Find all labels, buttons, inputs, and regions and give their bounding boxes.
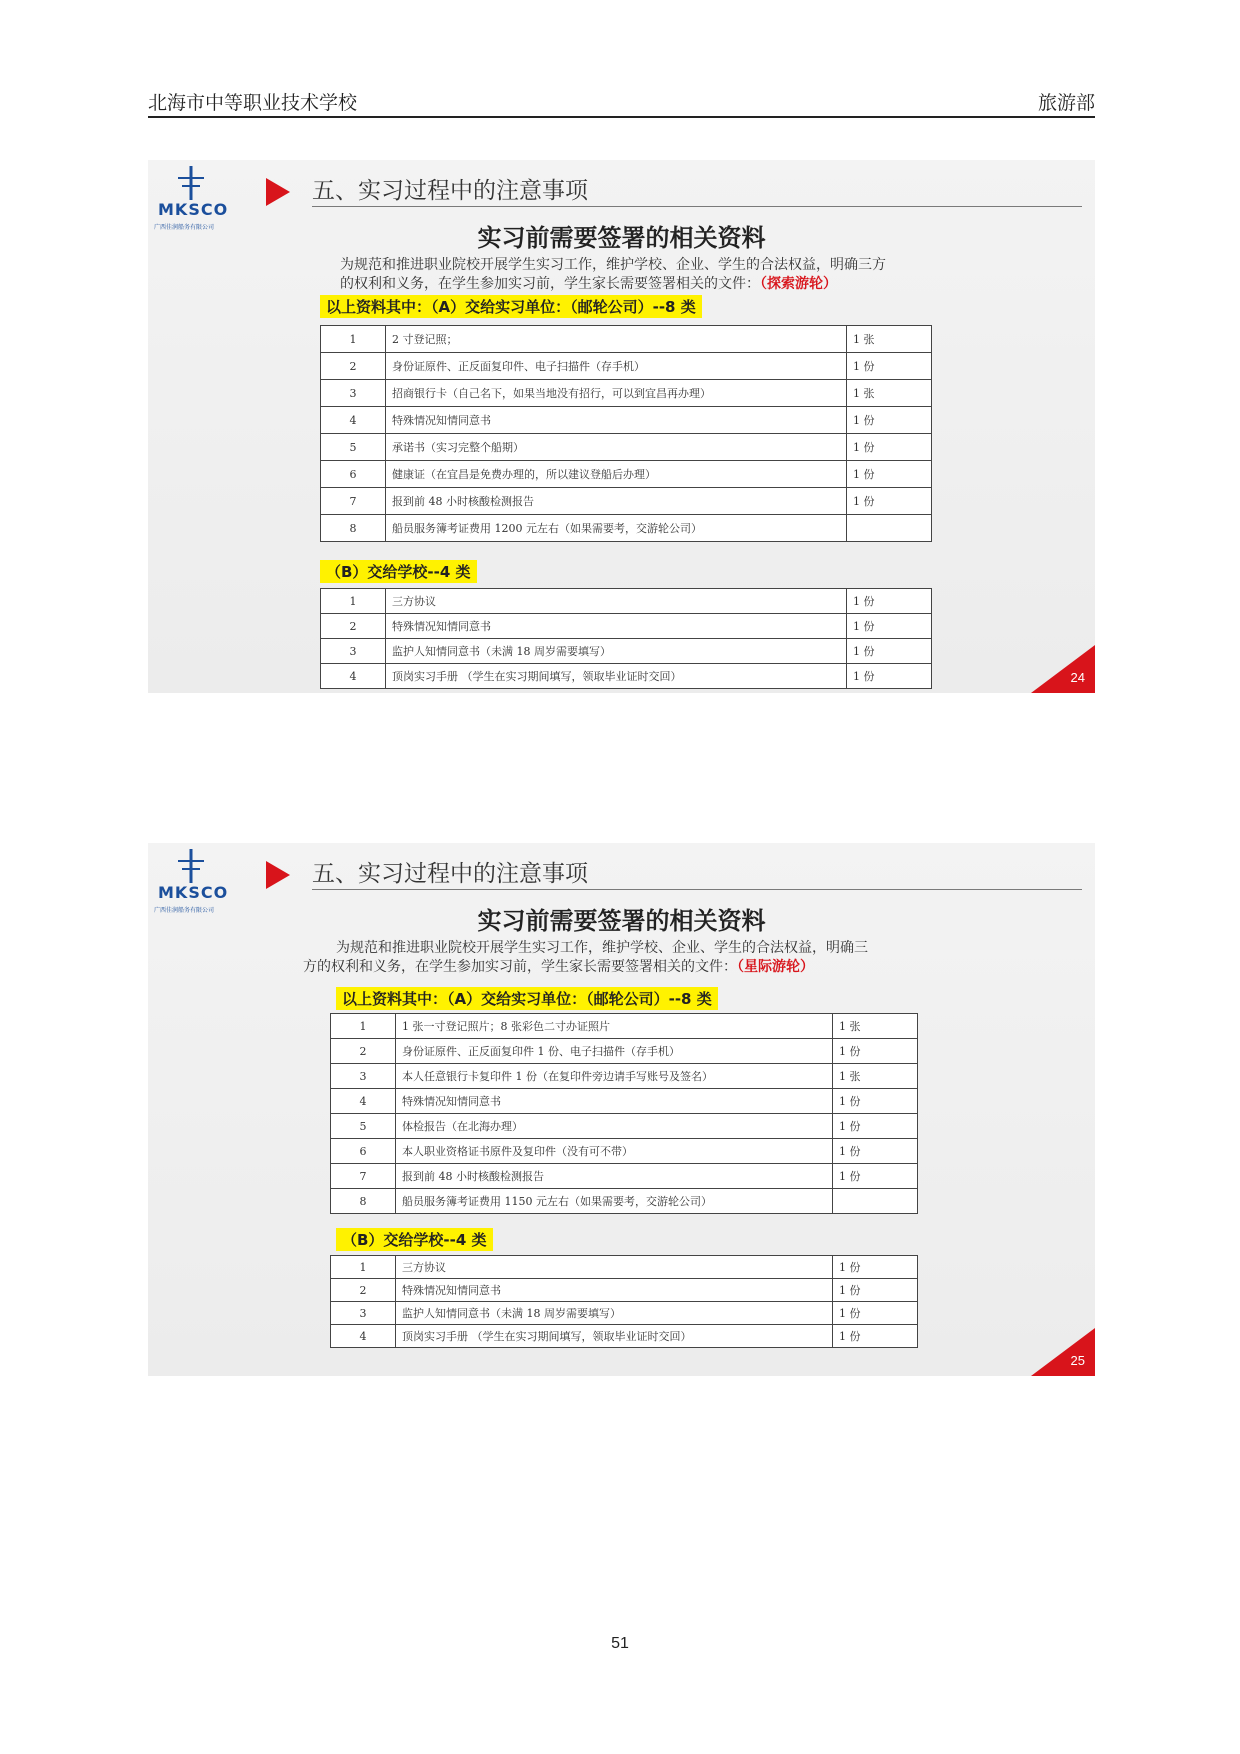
cell-qty: 1 份 xyxy=(847,488,932,515)
cell-qty: 1 份 xyxy=(847,353,932,380)
department-name: 旅游部 xyxy=(1037,92,1095,114)
table-b xyxy=(330,1255,918,1348)
table-row xyxy=(331,1279,918,1302)
cell-qty: 1 张 xyxy=(833,1064,918,1089)
company-logo xyxy=(152,164,230,231)
table-row xyxy=(331,1064,918,1089)
section-title: 五、实习过程中的注意事项 xyxy=(312,861,588,887)
cell-qty: 1 份 xyxy=(847,589,932,614)
slide-24 xyxy=(148,160,1095,693)
cell-item: 特殊情况知情同意书 xyxy=(396,1279,833,1302)
cell-qty: 1 份 xyxy=(833,1302,918,1325)
cell-item: 监护人知情同意书（未满 18 周岁需要填写） xyxy=(396,1302,833,1325)
logo-subtitle: 广西佳润船务有限公司 xyxy=(154,224,215,231)
ship-mast-icon xyxy=(152,847,230,887)
cell-num: 5 xyxy=(331,1114,396,1139)
cell-num: 3 xyxy=(331,1302,396,1325)
cell-qty: 1 张 xyxy=(833,1014,918,1039)
cell-item: 身份证原件、正反面复印件、电子扫描件（存手机） xyxy=(386,353,847,380)
logo-text: MKSCO xyxy=(158,200,229,219)
cell-item: 体检报告（在北海办理） xyxy=(396,1114,833,1139)
cell-qty: 1 份 xyxy=(833,1114,918,1139)
cell-num: 7 xyxy=(321,488,386,515)
intro-text: 的权利和义务，在学生参加实习前，学生家长需要签署相关的文件： xyxy=(340,276,760,292)
cell-num: 1 xyxy=(321,589,386,614)
table-a xyxy=(320,325,932,542)
play-arrow-icon xyxy=(266,178,290,206)
cell-qty: 1 份 xyxy=(847,639,932,664)
cell-item: 承诺书（实习完整个船期） xyxy=(386,434,847,461)
cell-qty: 1 份 xyxy=(847,664,932,689)
section-b-heading: （B）交给学校--4 类 xyxy=(336,1228,493,1251)
logo-subtitle: 广西佳润船务有限公司 xyxy=(154,907,215,914)
cell-item: 船员服务簿考证费用 1200 元左右（如果需要考，交游轮公司） xyxy=(386,515,847,542)
cell-item: 本人职业资格证书原件及复印件（没有可不带） xyxy=(396,1139,833,1164)
cell-qty: 1 份 xyxy=(833,1089,918,1114)
cell-item: 报到前 48 小时核酸检测报告 xyxy=(386,488,847,515)
section-title: 五、实习过程中的注意事项 xyxy=(312,178,588,204)
cell-num: 1 xyxy=(331,1014,396,1039)
cell-item: 1 张一寸登记照片；8 张彩色二寸办证照片 xyxy=(396,1014,833,1039)
table-row xyxy=(331,1325,918,1348)
table-row xyxy=(331,1256,918,1279)
cell-item: 健康证（在宜昌是免费办理的，所以建议登船后办理） xyxy=(386,461,847,488)
table-row xyxy=(321,353,932,380)
table-row xyxy=(321,407,932,434)
section-a-heading: 以上资料其中：（A）交给实习单位：（邮轮公司）--8 类 xyxy=(320,295,702,318)
cell-num: 3 xyxy=(321,639,386,664)
table-row xyxy=(321,461,932,488)
table-a-body xyxy=(321,326,932,542)
table-row xyxy=(321,380,932,407)
cell-num: 7 xyxy=(331,1164,396,1189)
cell-item: 三方协议 xyxy=(386,589,847,614)
cell-num: 4 xyxy=(321,407,386,434)
cell-num: 2 xyxy=(321,353,386,380)
table-a xyxy=(330,1013,918,1214)
cell-item: 2 寸登记照； xyxy=(386,326,847,353)
cell-qty: 1 张 xyxy=(847,380,932,407)
table-b xyxy=(320,588,932,689)
cell-item: 特殊情况知情同意书 xyxy=(396,1089,833,1114)
table-row xyxy=(321,434,932,461)
table-row xyxy=(321,639,932,664)
slide-title: 实习前需要签署的相关资料 xyxy=(477,907,766,935)
table-row xyxy=(331,1164,918,1189)
cell-num: 8 xyxy=(321,515,386,542)
cell-num: 1 xyxy=(331,1256,396,1279)
cell-num: 8 xyxy=(331,1189,396,1214)
slide-number-badge xyxy=(1031,1328,1095,1376)
cell-item: 特殊情况知情同意书 xyxy=(386,407,847,434)
intro-line-1: 为规范和推进职业院校开展学生实习工作，维护学校、企业、学生的合法权益，明确三方 xyxy=(340,257,886,273)
cell-qty: 1 份 xyxy=(833,1164,918,1189)
cell-item: 顶岗实习手册 （学生在实习期间填写，领取毕业证时交回） xyxy=(396,1325,833,1348)
slide-number: 24 xyxy=(1070,670,1085,685)
cell-qty xyxy=(833,1189,918,1214)
slide-title: 实习前需要签署的相关资料 xyxy=(477,224,766,252)
cell-qty: 1 份 xyxy=(833,1039,918,1064)
section-b-heading: （B）交给学校--4 类 xyxy=(320,560,477,583)
cell-item: 身份证原件、正反面复印件 1 份、电子扫描件（存手机） xyxy=(396,1039,833,1064)
table-row xyxy=(331,1039,918,1064)
table-row xyxy=(321,326,932,353)
cell-qty: 1 份 xyxy=(847,407,932,434)
table-b-body xyxy=(321,589,932,689)
cell-item: 招商银行卡（自己名下，如果当地没有招行，可以到宜昌再办理） xyxy=(386,380,847,407)
logo-text: MKSCO xyxy=(158,883,229,902)
ship-mast-icon xyxy=(152,164,230,204)
cell-num: 4 xyxy=(321,664,386,689)
table-row xyxy=(321,515,932,542)
cell-num: 2 xyxy=(321,614,386,639)
intro-line-2 xyxy=(303,958,814,977)
cell-num: 3 xyxy=(321,380,386,407)
intro-line-1: 为规范和推进职业院校开展学生实习工作，维护学校、企业、学生的合法权益，明确三 xyxy=(336,940,868,956)
cell-num: 2 xyxy=(331,1279,396,1302)
cell-num: 4 xyxy=(331,1089,396,1114)
cell-num: 5 xyxy=(321,434,386,461)
cell-num: 6 xyxy=(331,1139,396,1164)
page-number: 51 xyxy=(611,1635,629,1652)
table-row xyxy=(321,664,932,689)
cell-item: 特殊情况知情同意书 xyxy=(386,614,847,639)
table-row xyxy=(331,1014,918,1039)
company-logo xyxy=(152,847,230,914)
section-a-heading: 以上资料其中：（A）交给实习单位：（邮轮公司）--8 类 xyxy=(336,987,718,1010)
slide-number: 25 xyxy=(1070,1353,1085,1368)
table-row xyxy=(331,1189,918,1214)
table-row xyxy=(331,1302,918,1325)
cell-qty: 1 份 xyxy=(847,614,932,639)
table-a-body xyxy=(331,1014,918,1214)
cell-item: 顶岗实习手册 （学生在实习期间填写，领取毕业证时交回） xyxy=(386,664,847,689)
table-row xyxy=(331,1139,918,1164)
table-b-body xyxy=(331,1256,918,1348)
intro-highlight: （星际游轮） xyxy=(737,959,814,975)
divider xyxy=(312,889,1082,890)
cell-qty: 1 份 xyxy=(833,1279,918,1302)
cell-item: 本人任意银行卡复印件 1 份（在复印件旁边请手写账号及签名） xyxy=(396,1064,833,1089)
page-header xyxy=(148,88,1095,118)
divider xyxy=(312,206,1082,207)
cell-qty xyxy=(847,515,932,542)
intro-line-2 xyxy=(340,275,837,294)
table-row xyxy=(321,488,932,515)
cell-qty: 1 份 xyxy=(847,434,932,461)
intro-text: 方的权利和义务，在学生参加实习前，学生家长需要签署相关的文件： xyxy=(303,959,737,975)
cell-qty: 1 张 xyxy=(847,326,932,353)
cell-num: 4 xyxy=(331,1325,396,1348)
cell-item: 三方协议 xyxy=(396,1256,833,1279)
cell-item: 报到前 48 小时核酸检测报告 xyxy=(396,1164,833,1189)
cell-item: 监护人知情同意书（未满 18 周岁需要填写） xyxy=(386,639,847,664)
cell-num: 6 xyxy=(321,461,386,488)
cell-qty: 1 份 xyxy=(847,461,932,488)
table-row xyxy=(331,1089,918,1114)
cell-item: 船员服务簿考证费用 1150 元左右（如果需要考，交游轮公司） xyxy=(396,1189,833,1214)
play-arrow-icon xyxy=(266,861,290,889)
cell-qty: 1 份 xyxy=(833,1256,918,1279)
cell-num: 3 xyxy=(331,1064,396,1089)
table-row xyxy=(331,1114,918,1139)
slide-25 xyxy=(148,843,1095,1376)
table-row xyxy=(321,614,932,639)
slide-number-badge xyxy=(1031,645,1095,693)
cell-qty: 1 份 xyxy=(833,1325,918,1348)
intro-highlight: （探索游轮） xyxy=(760,276,837,292)
table-row xyxy=(321,589,932,614)
cell-qty: 1 份 xyxy=(833,1139,918,1164)
cell-num: 1 xyxy=(321,326,386,353)
cell-num: 2 xyxy=(331,1039,396,1064)
school-name: 北海市中等职业技术学校 xyxy=(148,92,358,114)
